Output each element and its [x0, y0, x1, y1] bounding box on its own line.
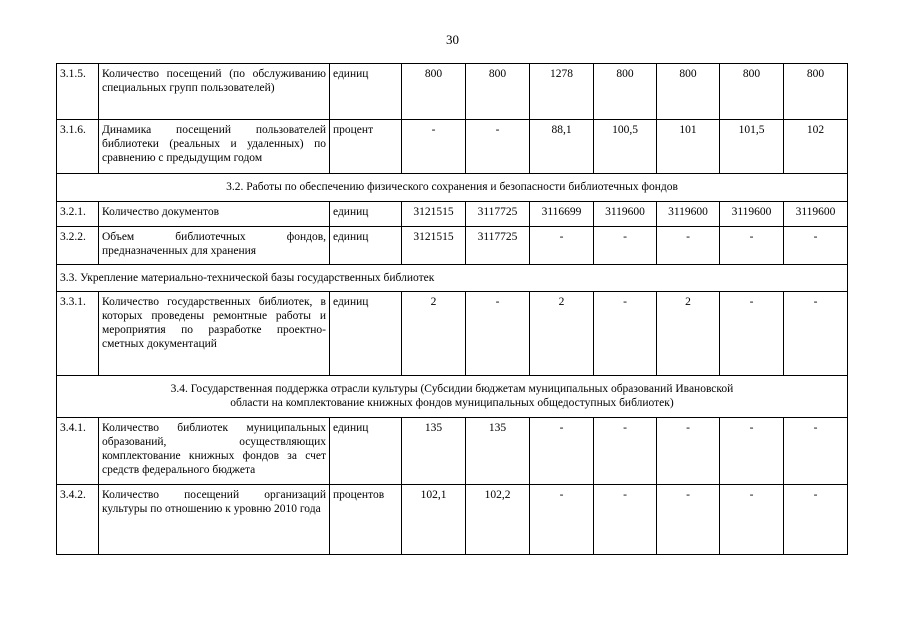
- row-value: 2: [530, 292, 594, 376]
- section-row: [57, 174, 848, 202]
- row-number: 3.1.6.: [57, 120, 99, 174]
- row-value: -: [402, 120, 466, 174]
- row-number: 3.3.1.: [57, 292, 99, 376]
- row-number: 3.2.2.: [57, 227, 99, 265]
- row-value: -: [784, 418, 848, 485]
- row-value: 101: [657, 120, 720, 174]
- row-unit: единиц: [330, 418, 402, 485]
- row-value: 3117725: [466, 227, 530, 265]
- row-value: -: [784, 227, 848, 265]
- row-value: 135: [466, 418, 530, 485]
- row-unit: единиц: [330, 227, 402, 265]
- row-value: 800: [594, 64, 657, 120]
- row-value: 3119600: [594, 202, 657, 227]
- row-unit: процентов: [330, 485, 402, 555]
- table-row: [57, 202, 848, 227]
- row-value: 3117725: [466, 202, 530, 227]
- table-row: [57, 227, 848, 265]
- row-unit: единиц: [330, 64, 402, 120]
- row-unit: процент: [330, 120, 402, 174]
- row-value: 88,1: [530, 120, 594, 174]
- row-value: 1278: [530, 64, 594, 120]
- row-value: -: [466, 292, 530, 376]
- row-value: 3121515: [402, 227, 466, 265]
- row-value: -: [594, 227, 657, 265]
- row-value: -: [594, 418, 657, 485]
- row-value: -: [720, 292, 784, 376]
- row-value: 3119600: [657, 202, 720, 227]
- row-value: 800: [657, 64, 720, 120]
- table-row: [57, 64, 848, 120]
- row-value: -: [720, 227, 784, 265]
- row-unit: единиц: [330, 292, 402, 376]
- row-number: 3.4.2.: [57, 485, 99, 555]
- row-number: 3.2.1.: [57, 202, 99, 227]
- section-heading: 3.2. Работы по обеспечению физического сохранения и безопасности библиотечных фондов: [57, 174, 848, 202]
- row-value: -: [466, 120, 530, 174]
- row-value: 3116699: [530, 202, 594, 227]
- row-description: Количество государственных библиотек, в которых проведены ремонтные работы и мероприятия по разработке проектно-сметных документаций: [99, 292, 330, 376]
- row-value: -: [784, 485, 848, 555]
- row-value: 102,2: [466, 485, 530, 555]
- section-row: [57, 265, 848, 292]
- indicators-table: [56, 63, 848, 555]
- row-description: Количество документов: [99, 202, 330, 227]
- row-value: 2: [657, 292, 720, 376]
- row-value: 101,5: [720, 120, 784, 174]
- row-description: Динамика посещений пользователей библиотеки (реальных и удаленных) по сравнению с предыдущим годом: [99, 120, 330, 174]
- row-value: -: [530, 418, 594, 485]
- table-row: [57, 485, 848, 555]
- row-value: -: [530, 485, 594, 555]
- row-value: -: [657, 485, 720, 555]
- section-heading: 3.3. Укрепление материально-технической базы государственных библиотек: [57, 265, 848, 292]
- row-value: -: [720, 485, 784, 555]
- row-value: -: [720, 418, 784, 485]
- row-value: 3119600: [784, 202, 848, 227]
- row-value: 800: [784, 64, 848, 120]
- table-body: [57, 64, 848, 555]
- table-row: [57, 418, 848, 485]
- row-value: 102: [784, 120, 848, 174]
- section-row: [57, 376, 848, 418]
- row-value: -: [594, 292, 657, 376]
- table-row: [57, 120, 848, 174]
- row-value: -: [594, 485, 657, 555]
- section-heading: 3.4. Государственная поддержка отрасли культуры (Субсидии бюджетам муниципальных образований Ивановской области на комплектование книжных фондов муниципальных общедоступных библиотек): [57, 376, 848, 418]
- row-value: -: [784, 292, 848, 376]
- row-value: -: [657, 418, 720, 485]
- row-description: Количество посещений (по обслуживанию специальных групп пользователей): [99, 64, 330, 120]
- row-value: 3119600: [720, 202, 784, 227]
- row-description: Количество посещений организаций культуры по отношению к уровню 2010 года: [99, 485, 330, 555]
- page-number: 30: [446, 32, 459, 47]
- table-row: [57, 292, 848, 376]
- row-value: 800: [720, 64, 784, 120]
- row-value: 100,5: [594, 120, 657, 174]
- row-description: Количество библиотек муниципальных образований, осуществляющих комплектование книжных фондов за счет средств федерального бюджета: [99, 418, 330, 485]
- row-value: 3121515: [402, 202, 466, 227]
- row-value: -: [530, 227, 594, 265]
- row-number: 3.1.5.: [57, 64, 99, 120]
- row-value: 800: [466, 64, 530, 120]
- row-unit: единиц: [330, 202, 402, 227]
- row-value: 135: [402, 418, 466, 485]
- row-value: -: [657, 227, 720, 265]
- row-number: 3.4.1.: [57, 418, 99, 485]
- row-description: Объем библиотечных фондов, предназначенных для хранения: [99, 227, 330, 265]
- row-value: 800: [402, 64, 466, 120]
- row-value: 102,1: [402, 485, 466, 555]
- row-value: 2: [402, 292, 466, 376]
